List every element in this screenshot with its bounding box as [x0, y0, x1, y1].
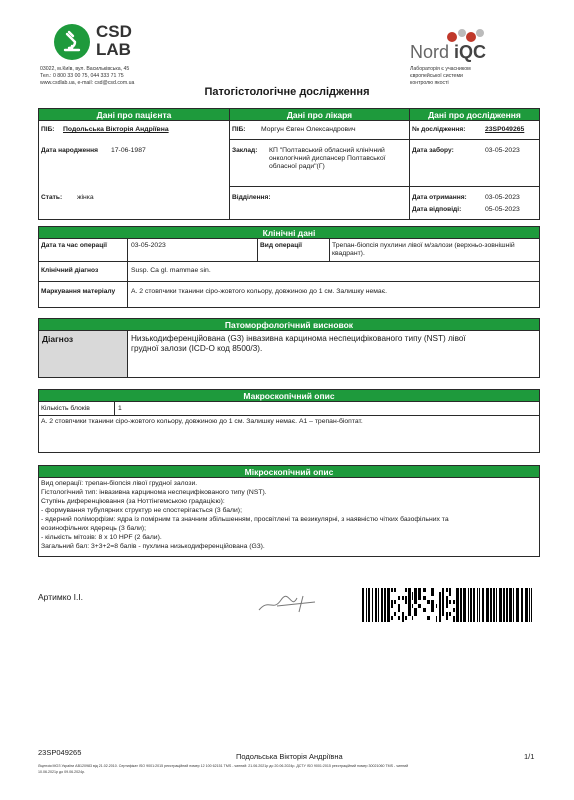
nordiqc-sub-2: європейської системи: [410, 73, 463, 79]
nordiqc-nord: Nord: [410, 42, 450, 62]
signer-name: Артимко І.І.: [38, 592, 84, 602]
clinical-section: [38, 226, 540, 308]
study-response-value: 05-05-2023: [485, 206, 520, 213]
doctor-facility-line-1: КП "Полтавський обласний клінічний: [269, 147, 385, 154]
signature: [255, 592, 325, 616]
page-title: Патогістологічне дослідження: [204, 86, 370, 98]
marking-label: Маркування матеріалу: [41, 288, 116, 295]
patient-header: Дані про пацієнта: [39, 109, 229, 121]
micro-line-6: еозинофільних ядерець (3 бали);: [41, 525, 147, 532]
nordiqc-iqc: iQC: [454, 42, 487, 62]
logo-csd-text: CSD: [96, 22, 132, 41]
patient-dob-label: Дата народження: [41, 147, 98, 154]
nordiqc-logo: [410, 28, 530, 68]
micro-header: Мікроскопічний опис: [39, 466, 539, 478]
blocks-value: 1: [118, 405, 122, 412]
doctor-facility-line-2: онкологічний диспансер Полтавської: [269, 155, 386, 162]
macro-header: Макроскопічний опис: [39, 390, 539, 402]
marking-value: А. 2 стовпчики тканини сіро-жовтого кольору, довжиною до 1 см. Залишку немає.: [131, 288, 388, 295]
study-number-value: 23SP049265: [485, 126, 525, 133]
barcode: [362, 588, 537, 622]
info-section: [38, 108, 540, 220]
micro-line-4: - формування тубулярних структур не спостерігається (3 бали);: [41, 507, 242, 514]
macro-section: [38, 389, 540, 453]
microscope-icon: [52, 22, 92, 62]
op-type-label: Вид операції: [260, 242, 302, 249]
address-line-2: Тел.: 0 800 33 00 75, 044 333 71 75: [40, 73, 124, 79]
study-response-label: Дата відповіді:: [412, 206, 462, 213]
op-type-line-2: квадрант).: [332, 250, 365, 257]
op-date-value: 03-05-2023: [131, 242, 166, 249]
footer-license-line-2: 10.06.2021р до 09.06.2024р.: [38, 770, 86, 774]
nordiqc-sub-1: Лабораторія є учасником: [410, 66, 471, 72]
micro-line-5: - ядерний поліморфізм: ядра із помірним та значним збільшенням, просвітлені та везикулярні, з наявністю чітких базофільних та: [41, 516, 449, 523]
doctor-dept-label: Відділення:: [232, 194, 271, 201]
csd-lab-logo: [52, 22, 142, 62]
address-line-3: www.csdlab.ua, e-mail: csd@csd.com.ua: [40, 80, 135, 86]
study-header: Дані про дослідження: [409, 109, 539, 121]
conclusion-header: Патоморфологічний висновок: [39, 319, 539, 331]
study-receive-value: 03-05-2023: [485, 194, 520, 201]
conclusion-section: [38, 318, 540, 378]
conclusion-diagnosis-label: Діагноз: [42, 334, 74, 344]
clinical-header: Клінічні дані: [39, 227, 539, 239]
conclusion-diagnosis-line-2: грудної залози (ICD-O код 8500/3).: [131, 344, 263, 353]
logo-lab-text: LAB: [96, 40, 131, 59]
nordiqc-sub-3: контролю якості: [410, 80, 449, 86]
doctor-pib-value: Моргун Євген Олександрович: [261, 126, 356, 133]
clinical-diagnosis-label: Клінічний діагноз: [41, 267, 99, 274]
study-receive-label: Дата отримання:: [412, 194, 467, 201]
patient-pib-value: Подольська Вікторія Андріївна: [63, 126, 169, 133]
micro-line-2: Гістологічний тип: інвазивна карцинома неспецифікованого типу (NST).: [41, 489, 267, 496]
patient-sex-value: жінка: [77, 194, 94, 201]
patient-sex-label: Стать:: [41, 194, 63, 201]
micro-line-3: Ступінь диференціювання (за Ноттінгемською градацією):: [41, 498, 225, 505]
doctor-pib-label: ПІБ:: [232, 126, 246, 133]
doctor-facility-line-3: обласної ради"(Г): [269, 163, 325, 170]
doctor-header: Дані про лікаря: [229, 109, 409, 121]
macro-description: А. 2 стовпчики тканини сіро-жовтого кольору, довжиною до 1 см. Залишку немає. А1 – трепан-біоптат.: [41, 418, 363, 425]
micro-line-8: Загальний бал: 3+3+2=8 балів - пухлина низькодиференційована (G3).: [41, 543, 265, 550]
footer-license-line-1: Ліцензія МОЗ України АВ120983 від 21.02.2010. Сертифікат ISO 9001:2015 реєстраційний номер 12 100 62151 TMS - чинний: 21.06.2021р до 20.06.2024р. ДСТУ ISO 9001:2015 реєстраційний номер 30021060 TMS - чинний: [38, 764, 409, 768]
footer-patient: Подольська Вікторія Андріївна: [236, 752, 343, 761]
micro-line-7: - кількість мітозів: 8 х 10 HPF (2 бали).: [41, 534, 162, 541]
patient-dob-value: 17-06-1987: [111, 147, 146, 154]
study-number-label: № дослідження:: [412, 126, 466, 133]
doctor-facility-label: Заклад:: [232, 147, 258, 154]
address-line-1: 03022, м.Київ, вул. Васильківська, 45: [40, 66, 130, 72]
micro-line-1: Вид операції: трепан-біопсія лівої грудної залози.: [41, 480, 198, 487]
patient-pib-label: ПІБ:: [41, 126, 55, 133]
op-date-label: Дата та час операції: [41, 242, 107, 249]
micro-section: [38, 465, 540, 557]
conclusion-diagnosis-line-1: Низькодиференційована (G3) інвазивна карцинома неспецифікованого типу (NST) лівої: [131, 334, 466, 343]
blocks-label: Кількість блоків: [41, 405, 90, 412]
study-collect-value: 03-05-2023: [485, 147, 520, 154]
op-type-line-1: Трепан-біопсія пухлини лівої м/залози (верхньо-зовнішній: [332, 242, 515, 249]
footer-number: 23SP049265: [38, 748, 82, 757]
study-collect-label: Дата забору:: [412, 147, 454, 154]
footer-page: 1/1: [524, 752, 535, 761]
clinical-diagnosis-value: Susp. Ca gl. mammae sin.: [131, 267, 211, 274]
